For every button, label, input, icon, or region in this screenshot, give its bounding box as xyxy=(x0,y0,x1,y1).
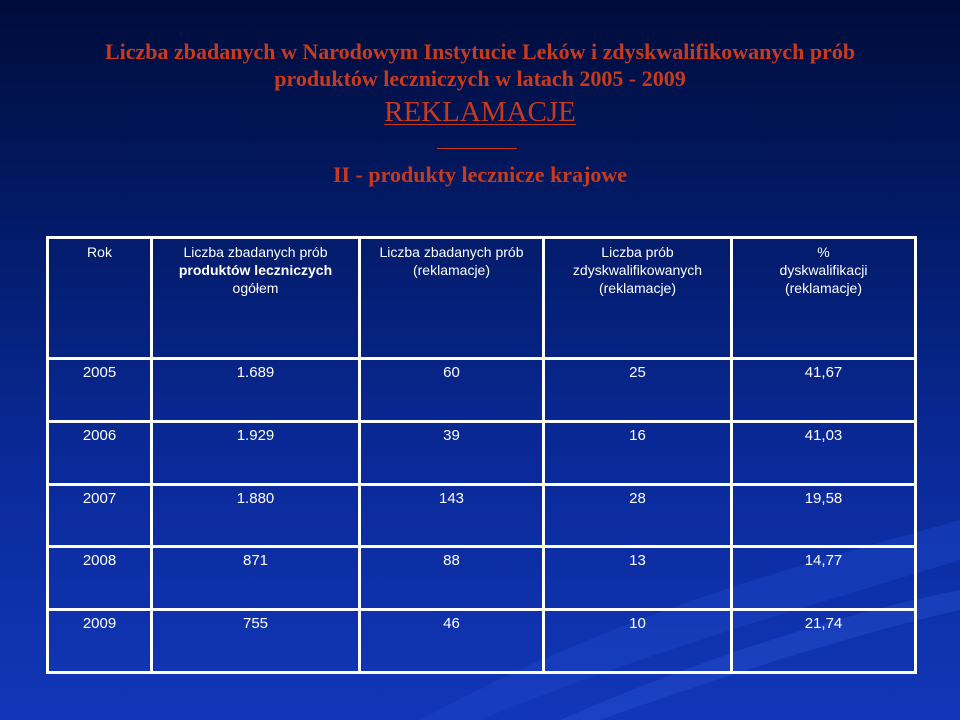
cell-tested-complaints: 60 xyxy=(360,359,544,422)
cell-tested-complaints: 143 xyxy=(360,484,544,547)
cell-disqualified: 25 xyxy=(544,359,732,422)
heading-divider xyxy=(437,148,517,149)
cell-disqualified: 13 xyxy=(544,547,732,610)
cell-tested-complaints: 88 xyxy=(360,547,544,610)
cell-disqualification-percent: 41,67 xyxy=(732,359,916,422)
results-table xyxy=(46,236,917,674)
cell-total-tested: 755 xyxy=(152,610,360,673)
cell-tested-complaints: 39 xyxy=(360,421,544,484)
table-row xyxy=(48,610,916,673)
page-title xyxy=(0,38,960,92)
section-heading: REKLAMACJE xyxy=(384,96,576,128)
cell-disqualified: 28 xyxy=(544,484,732,547)
cell-year: 2008 xyxy=(48,547,152,610)
cell-disqualification-percent: 21,74 xyxy=(732,610,916,673)
table-header-row xyxy=(48,238,916,359)
cell-tested-complaints: 46 xyxy=(360,610,544,673)
header-disqualification-percent: % dyskwalifikacji (reklamacje) xyxy=(732,238,916,359)
cell-year: 2006 xyxy=(48,421,152,484)
table-row xyxy=(48,484,916,547)
cell-disqualified: 10 xyxy=(544,610,732,673)
table-row xyxy=(48,547,916,610)
cell-disqualified: 16 xyxy=(544,421,732,484)
title-line-2: produktów leczniczych w latach 2005 - 2009 xyxy=(274,66,686,91)
header-total-tested: Liczba zbadanych prób produktów leczniczych ogółem xyxy=(152,238,360,359)
table-row xyxy=(48,359,916,422)
cell-disqualification-percent: 14,77 xyxy=(732,547,916,610)
cell-total-tested: 1.689 xyxy=(152,359,360,422)
title-line-1: Liczba zbadanych w Narodowym Instytucie Leków i zdyskwalifikowanych prób xyxy=(104,39,856,64)
cell-year: 2007 xyxy=(48,484,152,547)
section-subheading: II - produkty lecznicze krajowe xyxy=(332,162,628,187)
header-disqualified: Liczba prób zdyskwalifikowanych (reklamacje) xyxy=(544,238,732,359)
cell-disqualification-percent: 19,58 xyxy=(732,484,916,547)
cell-total-tested: 1.880 xyxy=(152,484,360,547)
cell-year: 2009 xyxy=(48,610,152,673)
cell-year: 2005 xyxy=(48,359,152,422)
header-year: Rok xyxy=(48,238,152,359)
header-tested-complaints: Liczba zbadanych prób (reklamacje) xyxy=(360,238,544,359)
table-row xyxy=(48,421,916,484)
cell-total-tested: 871 xyxy=(152,547,360,610)
cell-disqualification-percent: 41,03 xyxy=(732,421,916,484)
cell-total-tested: 1.929 xyxy=(152,421,360,484)
